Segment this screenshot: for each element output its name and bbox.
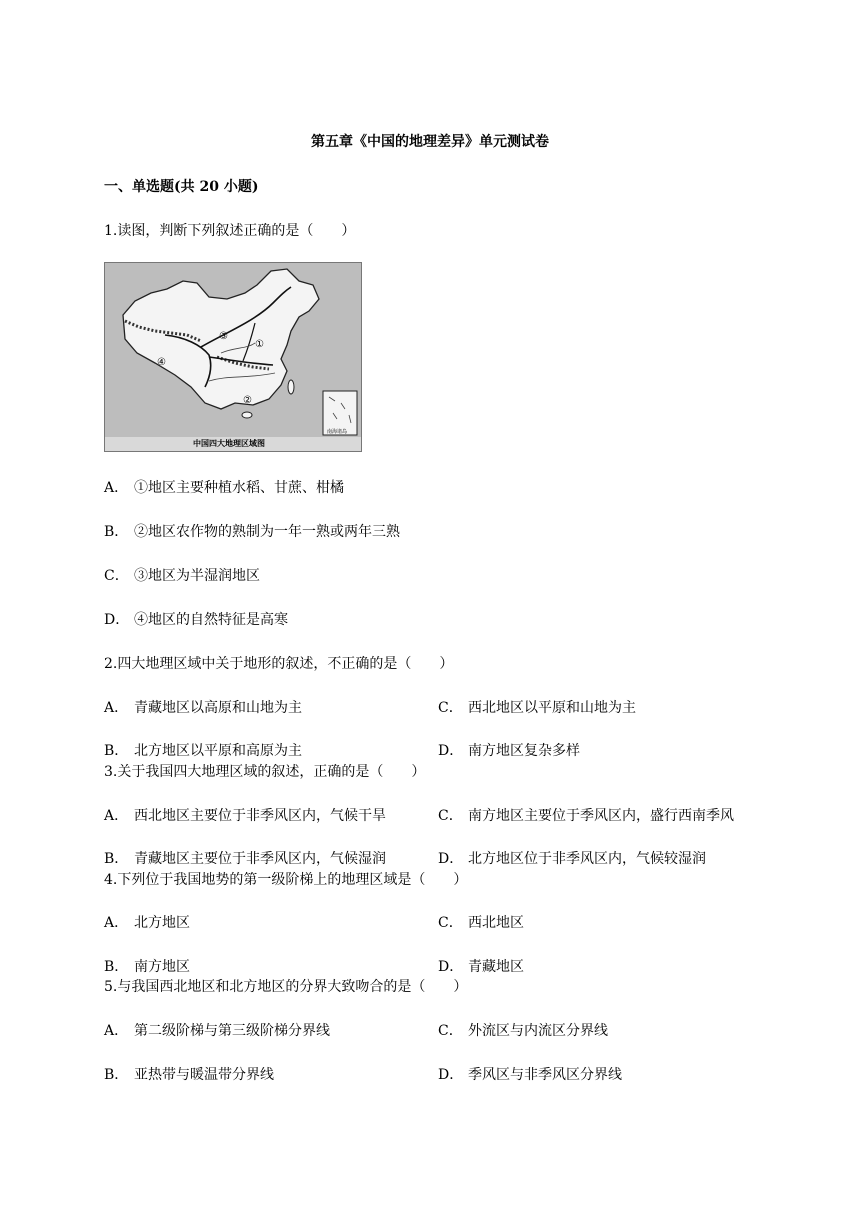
option-text: 亚热带与暖温带分界线 <box>134 1067 274 1083</box>
option-letter: C． <box>104 568 129 584</box>
q4-option-d[interactable] <box>438 956 524 976</box>
option-letter: B． <box>104 851 129 867</box>
option-letter: C． <box>438 700 463 716</box>
q2-option-b[interactable] <box>104 740 302 760</box>
q1-option-c[interactable] <box>104 565 260 585</box>
option-text: ④地区的自然特征是高寒 <box>134 612 288 628</box>
china-regions-map <box>104 262 362 452</box>
q5-option-b[interactable] <box>104 1064 274 1084</box>
option-text: 青藏地区 <box>468 959 524 975</box>
section-heading: 一、单选题(共 20 小题) <box>104 179 259 195</box>
option-letter: B． <box>104 959 129 975</box>
option-text: 北方地区以平原和高原为主 <box>134 743 302 759</box>
option-letter: C． <box>438 1023 463 1039</box>
question-3-stem: 3.关于我国四大地理区域的叙述，正确的是（ ） <box>104 764 426 780</box>
q4-option-b[interactable] <box>104 956 190 976</box>
option-text: 北方地区 <box>134 915 190 931</box>
q1-option-a[interactable] <box>104 477 344 497</box>
option-letter: A． <box>104 808 129 824</box>
option-text: 北方地区位于非季风区内，气候较湿润 <box>468 851 706 867</box>
question-4-stem: 4.下列位于我国地势的第一级阶梯上的地理区域是（ ） <box>104 872 468 888</box>
option-letter: A． <box>104 915 129 931</box>
option-text: ①地区主要种植水稻、甘蔗、柑橘 <box>134 480 344 496</box>
map-drawing <box>105 263 361 439</box>
q3-option-b[interactable] <box>104 848 386 868</box>
option-letter: C． <box>438 808 463 824</box>
q1-option-d[interactable] <box>104 609 288 629</box>
option-text: ③地区为半湿润地区 <box>134 568 260 584</box>
map-label-2: ② <box>243 395 252 406</box>
q3-option-c[interactable] <box>438 805 734 825</box>
question-1-stem: 1.读图，判断下列叙述正确的是（ ） <box>104 223 356 239</box>
page-title: 第五章《中国的地理差异》单元测试卷 <box>311 134 549 150</box>
map-label-1: ① <box>255 339 264 350</box>
q4-option-a[interactable] <box>104 912 190 932</box>
option-letter: D． <box>104 612 130 628</box>
q5-option-a[interactable] <box>104 1020 330 1040</box>
map-caption: 中国四大地理区域图 <box>105 437 361 451</box>
question-2-stem: 2.四大地理区域中关于地形的叙述，不正确的是（ ） <box>104 656 454 672</box>
option-letter: C． <box>438 915 463 931</box>
option-letter: B． <box>104 524 129 540</box>
q2-option-d[interactable] <box>438 740 580 760</box>
q1-option-b[interactable] <box>104 521 400 541</box>
option-letter: A． <box>104 480 129 496</box>
option-text: 第二级阶梯与第三级阶梯分界线 <box>134 1023 330 1039</box>
question-5-stem: 5.与我国西北地区和北方地区的分界大致吻合的是（ ） <box>104 979 468 995</box>
q2-option-c[interactable] <box>438 697 636 717</box>
option-letter: B． <box>104 1067 129 1083</box>
q3-option-a[interactable] <box>104 805 386 825</box>
option-letter: D． <box>438 1067 464 1083</box>
q2-option-a[interactable] <box>104 697 302 717</box>
option-text: 青藏地区主要位于非季风区内，气候湿润 <box>134 851 386 867</box>
map-label-3: ③ <box>219 331 228 342</box>
option-text: 外流区与内流区分界线 <box>468 1023 608 1039</box>
option-text: 南方地区主要位于季风区内，盛行西南季风 <box>468 808 734 824</box>
q5-option-d[interactable] <box>438 1064 622 1084</box>
option-text: 西北地区 <box>468 915 524 931</box>
option-text: ②地区农作物的熟制为一年一熟或两年三熟 <box>134 524 400 540</box>
inset-label: 南海诸岛 <box>327 429 348 435</box>
q3-option-d[interactable] <box>438 848 706 868</box>
option-text: 季风区与非季风区分界线 <box>468 1067 622 1083</box>
option-text: 南方地区复杂多样 <box>468 743 580 759</box>
option-letter: D． <box>438 959 464 975</box>
q4-option-c[interactable] <box>438 912 524 932</box>
option-text: 西北地区主要位于非季风区内，气候干旱 <box>134 808 386 824</box>
option-letter: A． <box>104 700 129 716</box>
option-letter: B． <box>104 743 129 759</box>
option-letter: A． <box>104 1023 129 1039</box>
option-letter: D． <box>438 743 464 759</box>
option-text: 南方地区 <box>134 959 190 975</box>
option-letter: D． <box>438 851 464 867</box>
option-text: 青藏地区以高原和山地为主 <box>134 700 302 716</box>
q5-option-c[interactable] <box>438 1020 608 1040</box>
option-text: 西北地区以平原和山地为主 <box>468 700 636 716</box>
map-label-4: ④ <box>157 357 166 368</box>
